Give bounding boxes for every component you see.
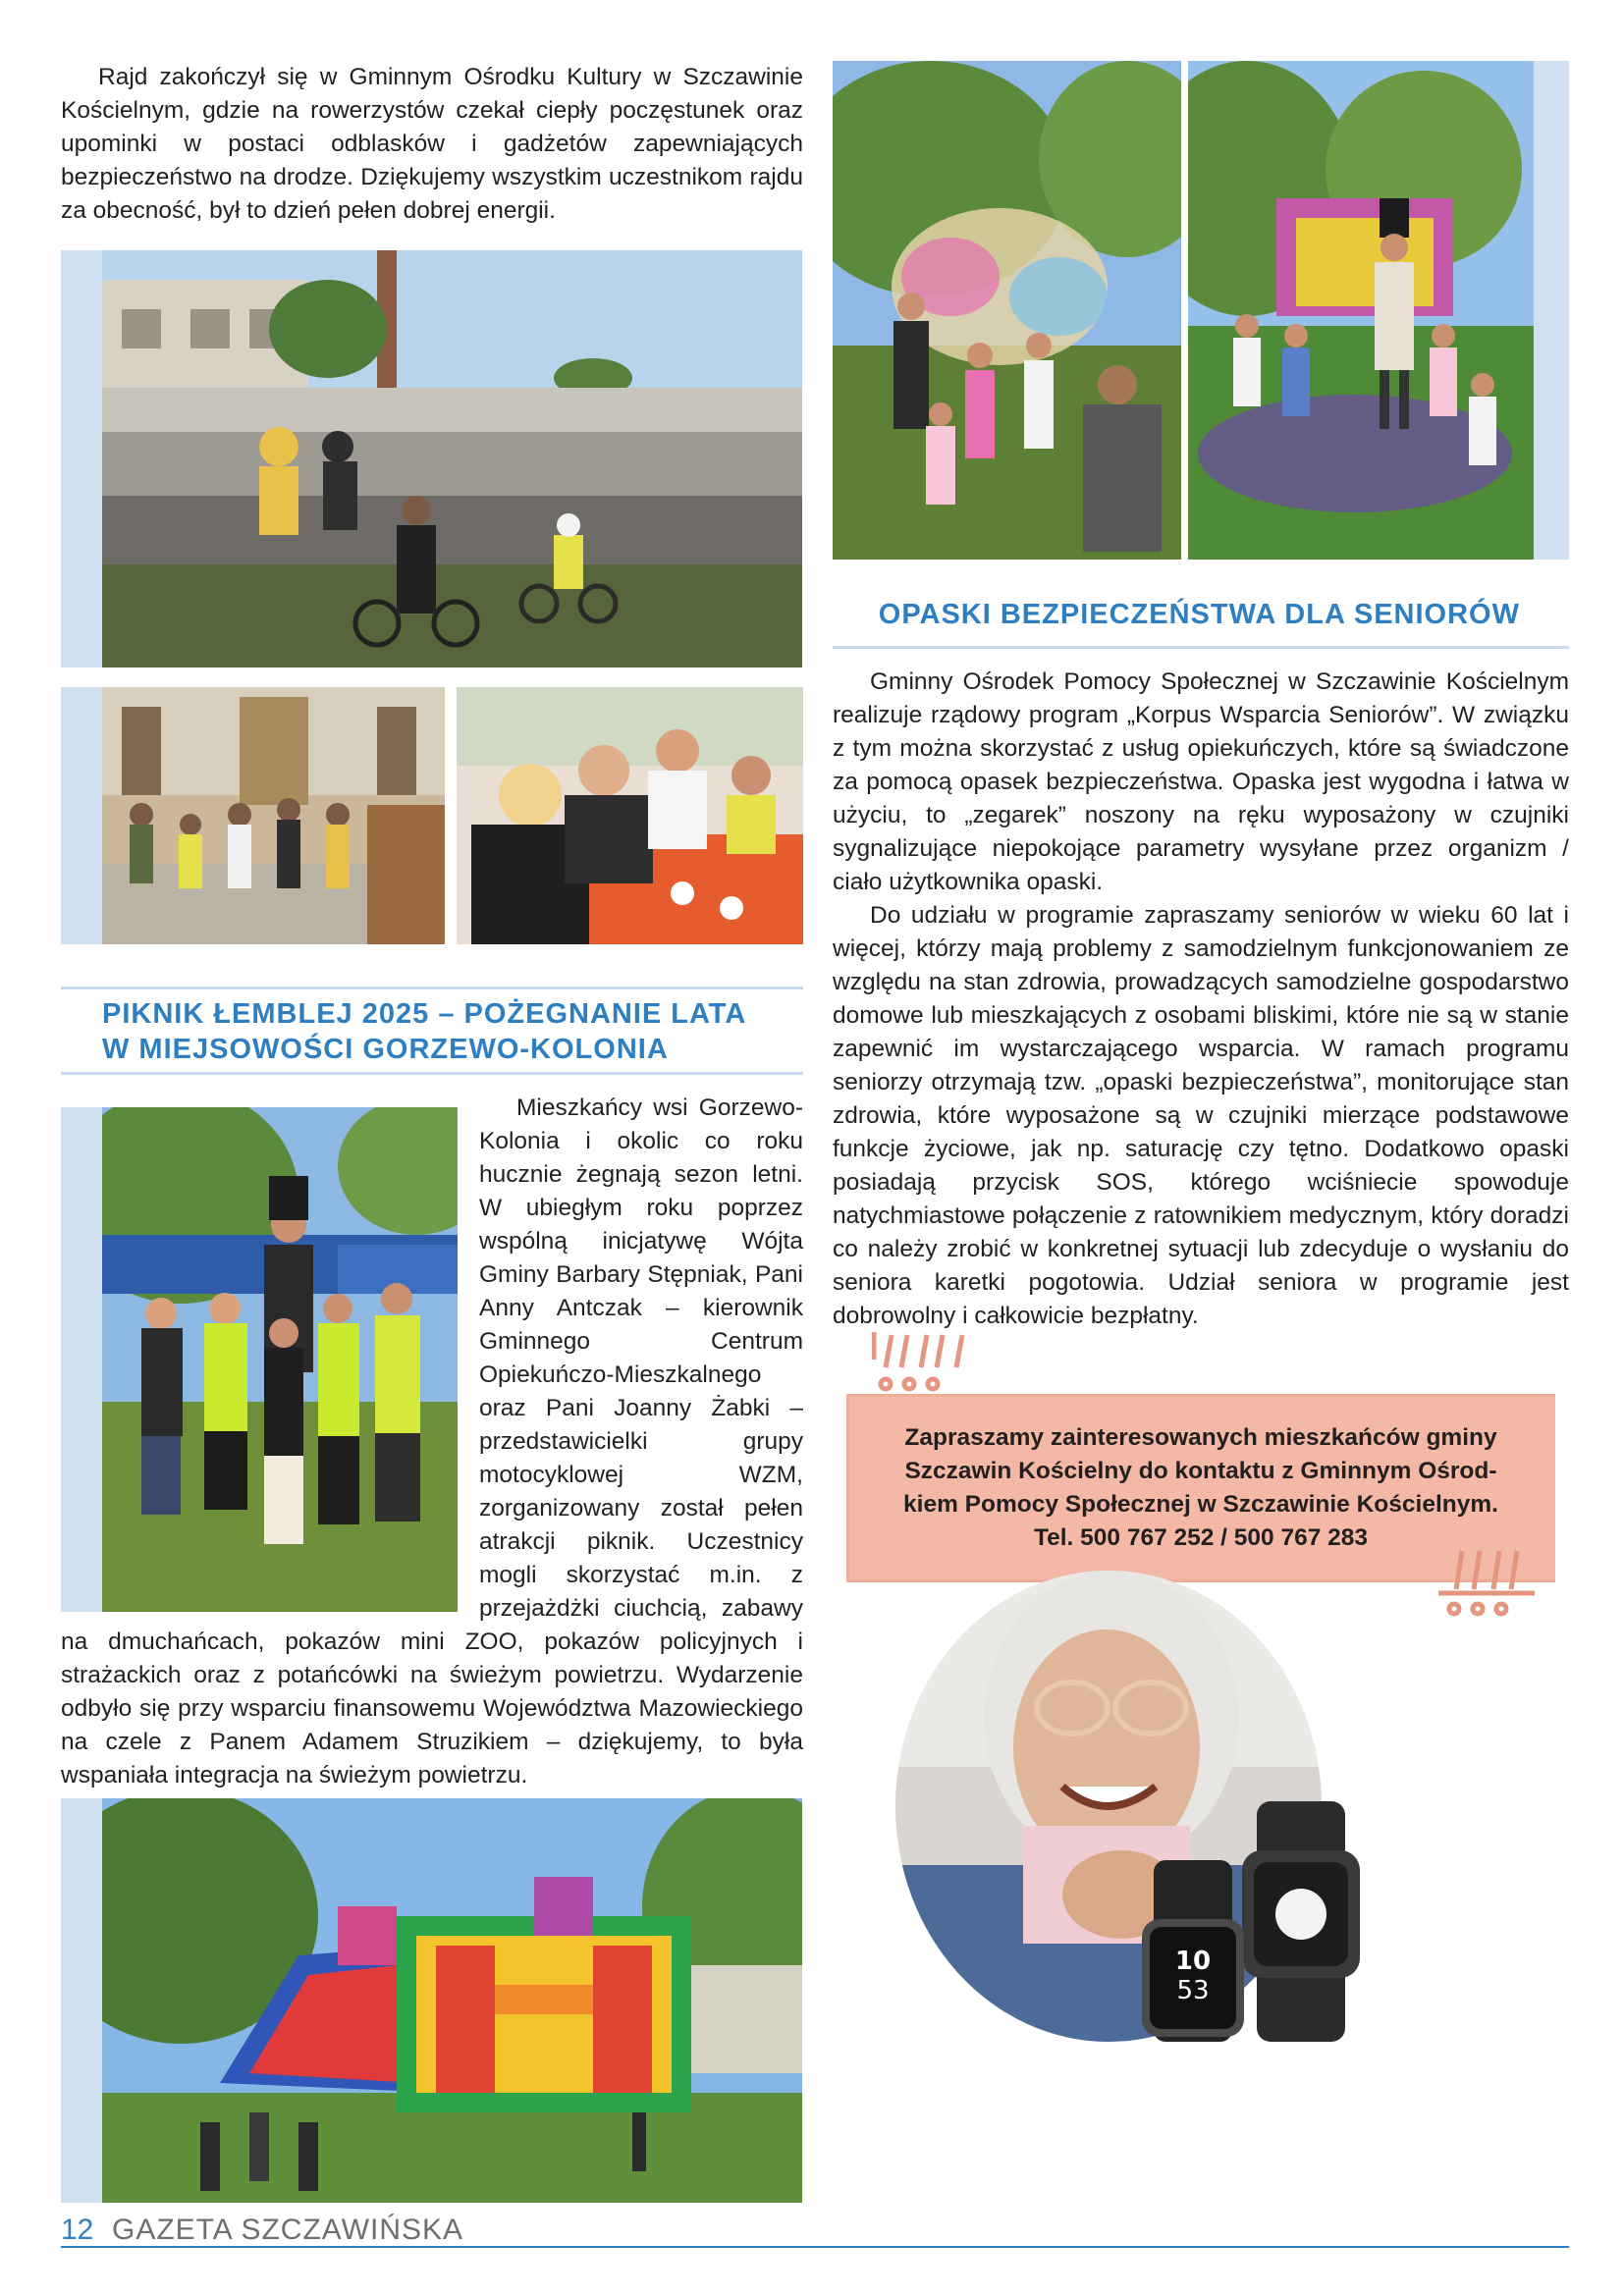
heading-rule-bottom [833, 646, 1569, 649]
group-photo-float [61, 1107, 458, 1614]
intro-paragraph: Rajd zakończył się w Gminnym Ośrodku Kultury w Szczawinie Kościelnym, gdzie na rowerzystów czekał ciepły poczęstunek oraz upominki w postaci odblasków i gadżetów zapewniających bezpieczeństwo na drodze. Dziękujemy wszystkim uczestnikom rajdu za obecność, był to dzień pełen dobrej energii. [61, 64, 803, 224]
photo-accent-bar [1534, 61, 1569, 560]
contact-text: Zapraszamy zainteresowanych mieszkańców gminy Szczawin Kościelny do kontaktu z Gminnym Ośrod- kiem Pomocy Społecznej w Szczawinie Kościelnym. Tel. 500 767 252 / 500 767 283 [903, 1424, 1498, 1551]
footer-rule [61, 2246, 1569, 2248]
smartwatch-icon [1134, 1801, 1375, 2042]
seniors-article: Gminny Ośrodek Pomocy Społecznej w Szczawinie Kościelnym realizuje rządowy program „Korpus Wsparcia Seniorów”. W związku z tym można skorzystać z usług opiekuńczych, które są świadczone za pomocą opasek bezpieczeństwa. Opaska jest wygodna i łatwa w użyciu, to „zegarek” noszony na ręku wyposażony w czujniki sygnalizujące niepokojące parametry wysyłane przez organizm / ciało użytkownika opaski. Do udziału w programie zapraszamy seniorów w wieku 60 lat i więcej, którzy mają problemy z samodzielnym funkcjonowaniem ze względu na stan zdrowia, prowadzących samodzielne gospodarstwo domowe lub mieszkających z osobami bliskimi, które nie są w stanie zapewnić im wystarczającego wsparcia. W ramach programu seniorzy otrzymają tzw. „opaski bezpieczeństwa”, monitorujące stan zdrowia, które wyposażone są w czujniki mierzące podstawowe funkcje życiowe, jak np. saturację czy tętno. Dodatkowo opaski posiadają przycisk SOS, którego wciśniecie spowoduje natychmiastowe połączenie z ratownikiem medycznym, który doradzi co należy zrobić w konkretnej sytuacji lub zdecyduje o wysłaniu do seniora karetki pogotowia. Udział seniora w programie jest dobrowolny i całkowicie bezpłatny. [833, 668, 1569, 1329]
picnic-article: Mieszkańcy wsi Gorzewo-Kolonia i okolic co roku hucznie żegnają sezon letni. W ubiegłym roku poprzez wspólną inicjatywę Wójta Gminy Barbary Stępniak, Pani Anny Antczak – kierownik Gminnego Centrum Opiekuńczo-Mieszkalnego oraz Pani Joanny Żabki – przedstawicielki grupy motocyklowej WZM, zorganizowany został pełen atrakcji piknik. Uczestnicy mogli skorzystać m.in. z przejażdżki ciuchcią, zabawy na dmuchańcach, pokazów mini ZOO, pokazów policyjnych i strażackich oraz z potańcówki na świeżym powietrzu. Wydarzenie odbyło się przy wsparciu finansowemu Województwa Mazowieckiego na czele z Panem Adamem Struzikiem – dziękujemy, to była wspaniała integracja na świeżym powietrzu. [61, 1092, 803, 1792]
watch-time-hours: 10 [1174, 1947, 1212, 1976]
page-number: 12 [61, 2214, 94, 2246]
photo-accent-bar [61, 687, 102, 944]
holi-colors-photo [833, 61, 1181, 560]
stilt-walker-photo [1188, 61, 1534, 560]
seniors-heading: OPASKI BEZPIECZEŃSTWA DLA SENIORÓW [878, 599, 1520, 630]
picnic-heading: PIKNIK ŁEMBLEJ 2025 – POŻEGNANIE LATA W MIEJSOWOŚCI GORZEWO-KOLONIA [102, 998, 747, 1065]
photo-accent-bar [61, 1798, 102, 2203]
exclamation-marks-icon [872, 1330, 970, 1399]
cycling-rally-photo [102, 250, 802, 667]
photo-accent-bar [61, 250, 102, 667]
heading-rule-bottom [61, 1072, 803, 1075]
heading-rule-top [61, 987, 803, 989]
church-visit-photo [102, 687, 445, 944]
bouncy-castle-photo [102, 1798, 802, 2203]
publication-title: GAZETA SZCZAWIŃSKA [112, 2214, 464, 2246]
exclamation-marks-icon [1436, 1546, 1544, 1625]
watch-time-minutes: 53 [1176, 1976, 1210, 2005]
meal-table-photo [457, 687, 803, 944]
